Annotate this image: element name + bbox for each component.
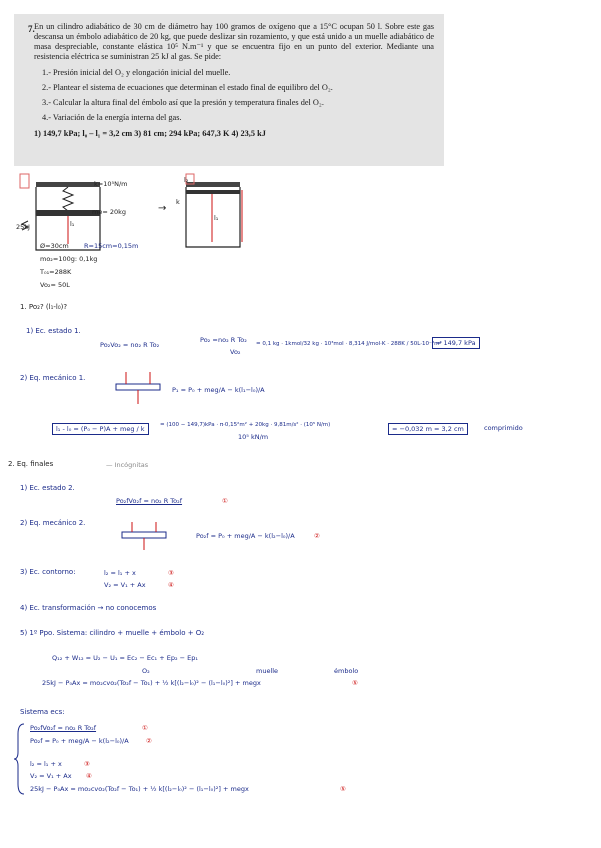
system-eq-4: V₂ = V₁ + Ax [30, 772, 72, 780]
q2-step1-title: 1) Ec. estado 2. [20, 484, 75, 492]
system-eq-3: l₂ = l₁ + x [30, 760, 62, 768]
answers: 1) 149,7 kPa; l₀ – l₁ = 3,2 cm 3) 81 cm; 294 kPa; 647,3 K 4) 23,5 kJ [34, 129, 266, 138]
q1-step2-eq: P₁ = P₀ + meg/A − k(l₁−l₀)/A [172, 386, 265, 394]
system-title: Sistema ecs: [20, 708, 65, 716]
sketch-radius: R=15cm=0,15m [84, 242, 139, 250]
system-eq-1-num: ① [142, 724, 148, 732]
q1-step1-title: 1) Ec. estado 1. [26, 327, 81, 335]
q2-step2-num: ② [314, 532, 320, 540]
cylinder-sketch-initial [14, 172, 144, 282]
sketch-right-l2: l₂ [184, 176, 189, 184]
q1-step3-eq: l₁ - l₀ = (P₀ − P)A + meg / k [52, 423, 149, 435]
sketch-temp: T₀₁=288K [40, 268, 72, 276]
sketch-height-label: l₁ [70, 220, 75, 228]
q2-step4: 4) Ec. transformación → no conocemos [20, 604, 157, 612]
question-list [42, 68, 434, 123]
system-eq-2: Po₂f = P₀ + meg/A − k(l₂−l₀)/A [30, 737, 129, 745]
question-item: 1.- Presión inicial del O₂ y elongación inicial del muelle. [42, 68, 231, 77]
q2-step5-label-o2: O₂ [142, 667, 150, 675]
q2-step5-eq1: Q₁₂ + W₁₂ = U₂ − U₁ = Ec₂ − Ec₁ + Ep₂ − Ep₁ [52, 654, 198, 662]
sketch-right-l1: l₁ [214, 214, 219, 222]
q2-step3-num1: ③ [168, 569, 174, 577]
q2-step3-eq1: l₂ = l₁ + x [104, 569, 136, 577]
q1-step1-eq: Po₂Vo₂ = no₂ R To₂ [100, 341, 160, 349]
q1-step1-result: = 149,7 kPa [432, 337, 480, 349]
sketch-diameter: Ø=30cm [40, 242, 69, 250]
q2-step3-num2: ④ [168, 581, 174, 589]
system-eq-5-num: ⑤ [340, 785, 346, 793]
system-eq-4-num: ④ [86, 772, 92, 780]
q2-step5-label-piston: émbolo [334, 667, 359, 675]
q2-step3-title: 3) Ec. contorno: [20, 568, 76, 576]
q2-step5-eq2: 25kJ − P₀Ax = mo₂cvo₂(To₂f − To₁) + ½ k[(l₂−l₀)² − (l₁−l₀)²] + megx [42, 679, 261, 687]
q2-incognitas: — Incógnitas [106, 461, 149, 469]
system-eq-2-num: ② [146, 737, 152, 745]
problem-statement: En un cilindro adiabático de 30 cm de diámetro hay 100 gramos de oxígeno que a 15°C ocupan 50 l. Sobre este gas descansa un émbolo adiabático de 20 kg, que puede deslizar sin rozamiento, y que está unido a un muelle adiabático de masa despreciable, constante elástica 10⁵ N.m⁻¹ y que se encuentra fijo en un punto del exterior. Mediante una resistencia eléctrica se suministran 25 kJ al gas. Se pide: [34, 22, 434, 61]
question-item: 3.- Calcular la altura final del émbolo así que la presión y temperatura finales del O₂. [42, 98, 324, 107]
system-brace [14, 722, 26, 796]
q1-step3-den: 10⁵ kN/m [238, 433, 269, 441]
q2-step5: 5) 1º Ppo. Sistema: cilindro + muelle + émbolo + O₂ [20, 629, 205, 637]
q1-step1-result-den: Vo₂ [230, 348, 241, 356]
q2-force-diagram [116, 518, 176, 554]
q1-step1-result-left: Po₂ = [200, 336, 218, 344]
q2-step1-eq: Po₂fVo₂f = no₂ R To₂f [116, 497, 183, 505]
question-item: 2.- Plantear el sistema de ecuaciones que determinan el estado final de equilibro del O₂. [42, 83, 333, 92]
q1-title: 1. Po₂? (l₁-l₀)? [20, 303, 68, 311]
q2-step2-title: 2) Eq. mecánico 2. [20, 519, 86, 527]
system-eq-1: Po₂fVo₂f = no₂ R To₂f [30, 724, 97, 732]
q2-step5-label-spring: muelle [256, 667, 279, 675]
cylinder-sketch-final [176, 172, 256, 252]
sketch-arrow: → [158, 203, 167, 214]
sketch-piston-label: me= 20kg [92, 208, 127, 216]
system-eq-3-num: ③ [84, 760, 90, 768]
q1-step1-result-num: no₂ R To₂ [218, 336, 247, 344]
q2-step3-eq2: V₂ = V₁ + Ax [104, 581, 146, 589]
q1-step3-calc: = (100 − 149,7)kPa · π·0,15²m² + 20kg · 9,81m/s² · (10⁵ N/m) [160, 422, 331, 428]
system-eq-5: 25kJ − P₀Ax = mo₂cvo₂(To₂f − To₁) + ½ k[(l₂−l₀)² − (l₁−l₀)²] + megx [30, 785, 249, 793]
question-item: 4.- Variación de la energía interna del gas. [42, 113, 182, 122]
q1-step1-calc: = 0,1 kg · 1kmol/32 kg · 10³mol · 8,314 J/mol·K · 288K / 50L·10⁻³m³ [256, 341, 442, 347]
q1-step2-title: 2) Eq. mecánico 1. [20, 374, 86, 382]
problem-box [14, 14, 444, 166]
q2-step1-num: ① [222, 497, 228, 505]
q2-title: 2. Eq. finales [8, 460, 54, 468]
sketch-resistor-label: 25kJ [16, 223, 30, 231]
sketch-mass: mo₂=100g: 0,1kg [40, 255, 98, 263]
sketch-volume: Vo₂= 50L [40, 281, 70, 289]
problem-number: 7. [28, 24, 35, 34]
q2-step5-num: ⑤ [352, 679, 358, 687]
q1-step3-note: comprimido [484, 424, 523, 432]
q2-step2-eq: Po₂f = P₀ + meg/A − k(l₂−l₀)/A [196, 532, 295, 540]
sketch-right-k: k [176, 198, 180, 206]
q1-force-diagram [110, 368, 170, 408]
q1-step3-result: = −0,032 m = 3,2 cm [388, 423, 468, 435]
sketch-spring-label: k=10⁵N/m [94, 180, 128, 188]
